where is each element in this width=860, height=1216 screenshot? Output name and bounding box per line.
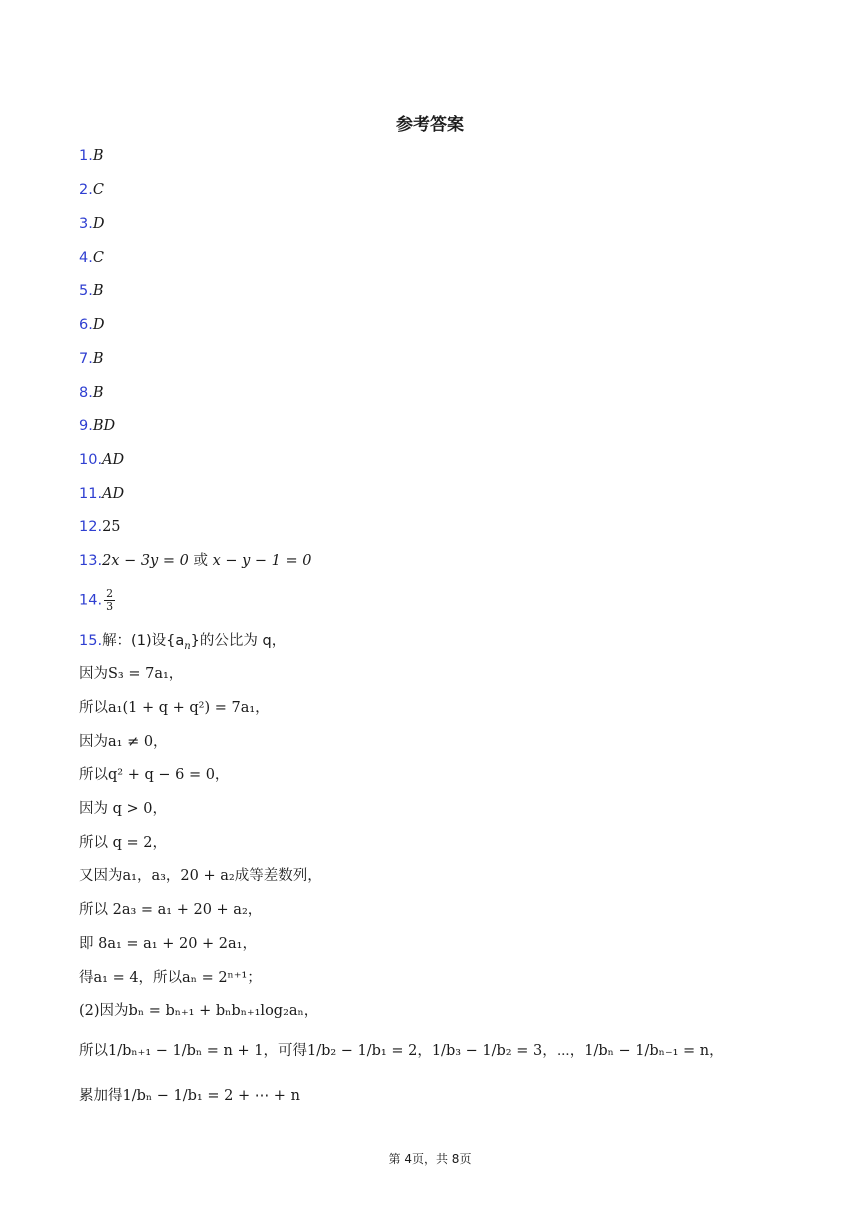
answer-item bbox=[79, 281, 104, 301]
solution-line-1: 因为S₃ = 7a₁， bbox=[79, 666, 184, 682]
solution-line-12: 所以1/bₙ₊₁ − 1/bₙ = n + 1，可得1/b₂ − 1/b₁ = 2，1/b₃ − 1/b₂ = 3，⋯，1/bₙ − 1/bₙ₋₁ = n， bbox=[79, 1043, 724, 1059]
question-number: 14. bbox=[79, 592, 103, 609]
solution-line-7: 又因为a₁，a₃，20 + a₂成等差数列， bbox=[79, 868, 322, 884]
answer-item bbox=[79, 180, 104, 200]
answer-15-heading bbox=[79, 631, 286, 657]
answer-value: B bbox=[92, 351, 104, 367]
question-number: 4. bbox=[79, 250, 93, 266]
answer-value: D bbox=[92, 317, 105, 333]
answer-value: B bbox=[92, 148, 104, 164]
answer-14 bbox=[79, 588, 117, 613]
question-number: 1. bbox=[79, 148, 93, 164]
question-number: 10. bbox=[79, 452, 103, 468]
page-footer: 第 4页，共 8页 bbox=[388, 1152, 472, 1166]
answer-value: AD bbox=[102, 486, 125, 502]
answer-item bbox=[79, 248, 104, 268]
question-number: 9. bbox=[79, 418, 93, 434]
question-number: 3. bbox=[79, 216, 93, 232]
answer-value: AD bbox=[102, 452, 125, 468]
equation-2: x − y − 1 = 0 bbox=[212, 553, 312, 569]
answer-value: C bbox=[92, 182, 104, 198]
answer-value: BD bbox=[92, 418, 116, 434]
fraction-denominator: 3 bbox=[106, 600, 114, 613]
question-number: 13. bbox=[79, 553, 103, 569]
answer-item bbox=[79, 517, 121, 537]
answer-item bbox=[79, 383, 104, 403]
answer-item bbox=[79, 146, 104, 166]
answer-13 bbox=[79, 551, 312, 571]
solution-lead-end: }的公比为 q， bbox=[190, 633, 287, 649]
solution-lead: 解：(1)设{a bbox=[102, 633, 185, 649]
fraction-numerator: 2 bbox=[106, 587, 114, 600]
question-number: 15. bbox=[79, 633, 103, 649]
answer-value: 25 bbox=[102, 519, 121, 535]
answer-value: B bbox=[92, 385, 104, 401]
answer-value: C bbox=[92, 250, 104, 266]
question-number: 6. bbox=[79, 317, 93, 333]
solution-line-3: 因为a₁ ≠ 0， bbox=[79, 734, 168, 750]
question-number: 8. bbox=[79, 385, 93, 401]
solution-line-10: 得a₁ = 4，所以aₙ = 2ⁿ⁺¹； bbox=[79, 970, 262, 986]
answer-item bbox=[79, 315, 104, 335]
answer-value: D bbox=[92, 216, 105, 232]
answer-item bbox=[79, 450, 124, 470]
solution-line-2: 所以a₁(1 + q + q²) = 7a₁， bbox=[79, 700, 270, 716]
answer-item bbox=[79, 484, 124, 504]
solution-line-11: (2)因为bₙ = bₙ₊₁ + bₙbₙ₊₁log₂aₙ， bbox=[79, 1003, 319, 1019]
answer-item bbox=[79, 416, 115, 436]
question-number: 11. bbox=[79, 486, 103, 502]
answer-item bbox=[79, 349, 104, 369]
equation-1: 2x − 3y = 0 bbox=[102, 553, 189, 569]
or-text: 或 bbox=[188, 553, 213, 569]
solution-line-6: 所以 q = 2， bbox=[79, 835, 167, 851]
fraction-answer bbox=[104, 588, 115, 613]
question-number: 12. bbox=[79, 519, 103, 535]
page-title: 参考答案 bbox=[396, 115, 464, 135]
solution-line-13: 累加得1/bₙ − 1/b₁ = 2 + ⋯ + n bbox=[79, 1088, 300, 1104]
answer-value: B bbox=[92, 283, 104, 299]
solution-line-9: 即 8a₁ = a₁ + 20 + 2a₁， bbox=[79, 936, 257, 952]
solution-line-5: 因为 q > 0， bbox=[79, 801, 167, 817]
solution-line-8: 所以 2a₃ = a₁ + 20 + a₂， bbox=[79, 902, 263, 918]
subscript: n bbox=[184, 640, 191, 652]
answer-item bbox=[79, 214, 104, 234]
solution-line-4: 所以q² + q − 6 = 0， bbox=[79, 767, 230, 783]
question-number: 7. bbox=[79, 351, 93, 367]
question-number: 5. bbox=[79, 283, 93, 299]
question-number: 2. bbox=[79, 182, 93, 198]
